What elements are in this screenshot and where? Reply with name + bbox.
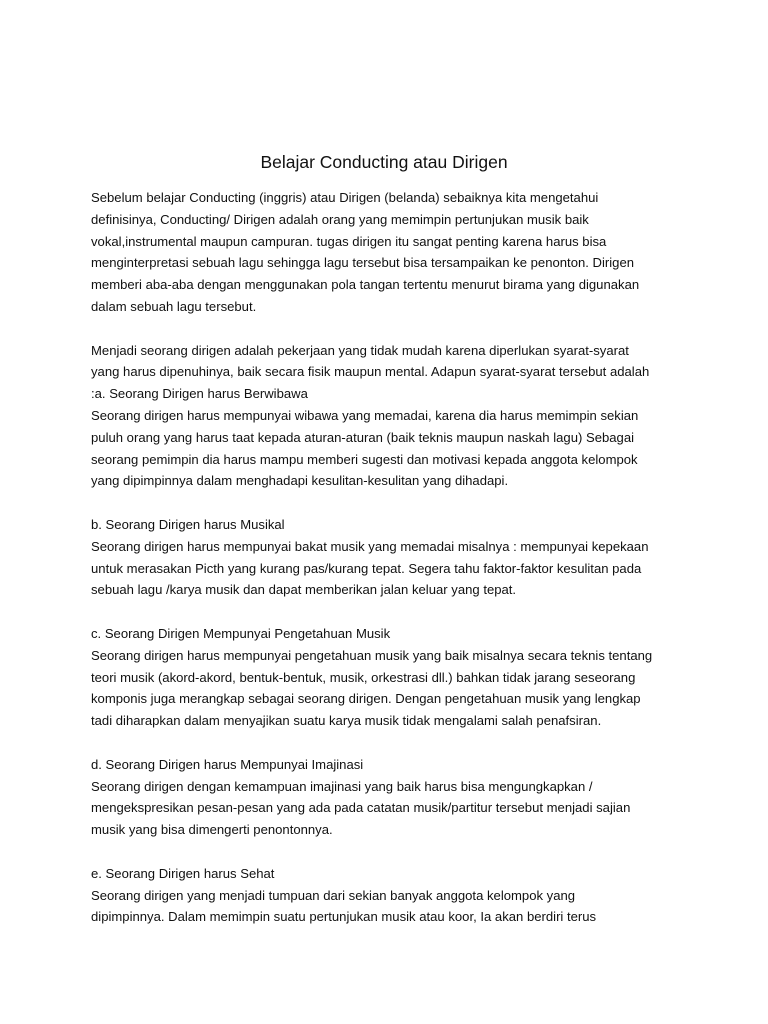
paragraph-gap bbox=[91, 318, 691, 340]
paragraph bbox=[91, 863, 691, 928]
text-line: d. Seorang Dirigen harus Mempunyai Imajinasi bbox=[91, 756, 364, 772]
text-line: b. Seorang Dirigen harus Musikal bbox=[91, 516, 285, 532]
text-line: Menjadi seorang dirigen adalah pekerjaan yang tidak mudah karena diperlukan syarat-syarat bbox=[91, 342, 629, 358]
text-line: tadi diharapkan dalam menyajikan suatu karya musik tidak mengalami salah penafsiran. bbox=[91, 713, 602, 729]
text-line: dipimpinnya. Dalam memimpin suatu pertunjukan musik atau koor, Ia akan berdiri terus bbox=[91, 909, 597, 925]
paragraph-gap bbox=[91, 732, 691, 754]
text-line: teori musik (akord-akord, bentuk-bentuk, musik, orkestrasi dll.) bahkan tidak jarang seseorang bbox=[91, 669, 636, 685]
text-line: memberi aba-aba dengan menggunakan pola tangan tertentu menurut birama yang digunakan bbox=[91, 277, 640, 293]
text-line: menginterpretasi sebuah lagu sehingga lagu tersebut bisa tersampaikan ke penonton. Dirigen bbox=[91, 255, 635, 271]
text-line: e. Seorang Dirigen harus Sehat bbox=[91, 865, 275, 881]
paragraph-gap bbox=[91, 601, 691, 623]
text-line: Seorang dirigen harus mempunyai bakat musik yang memadai misalnya : mempunyai kepekaan bbox=[91, 538, 649, 554]
text-line: musik yang bisa dimengerti penontonnya. bbox=[91, 822, 333, 838]
text-line: Seorang dirigen dengan kemampuan imajinasi yang baik harus bisa mengungkapkan / bbox=[91, 778, 593, 794]
text-line: dalam sebuah lagu tersebut. bbox=[91, 298, 257, 314]
text-line: Seorang dirigen harus mempunyai wibawa yang memadai, karena dia harus memimpin sekian bbox=[91, 407, 639, 423]
text-line: yang dipimpinnya dalam menghadapi kesulitan-kesulitan yang dihadapi. bbox=[91, 473, 509, 489]
text-line: seorang pemimpin dia harus mampu memberi sugesti dan motivasi kepada anggota kelompok bbox=[91, 451, 638, 467]
text-line: Sebelum belajar Conducting (inggris) atau Dirigen (belanda) sebaiknya kita mengetahui bbox=[91, 190, 599, 205]
text-line: yang harus dipenuhinya, baik secara fisik maupun mental. Adapun syarat-syarat tersebut adalah bbox=[91, 364, 650, 380]
paragraph bbox=[91, 340, 691, 493]
text-line: Seorang dirigen harus mempunyai pengetahuan musik yang baik misalnya secara teknis tentang bbox=[91, 647, 653, 663]
text-line: mengekspresikan pesan-pesan yang ada pada catatan musik/partitur tersebut menjadi sajian bbox=[91, 800, 631, 816]
paragraph-gap bbox=[91, 841, 691, 863]
paragraph-gap bbox=[91, 492, 691, 514]
text-line: definisinya, Conducting/ Dirigen adalah orang yang memimpin pertunjukan musik baik bbox=[91, 211, 589, 227]
paragraph bbox=[91, 623, 691, 732]
text-line: Seorang dirigen yang menjadi tumpuan dari sekian banyak anggota kelompok yang bbox=[91, 887, 576, 903]
text-line: sebuah lagu /karya musik dan dapat memberikan jalan keluar yang tepat. bbox=[91, 582, 517, 598]
text-line: vokal,instrumental maupun campuran. tugas dirigen itu sangat penting karena harus bisa bbox=[91, 233, 607, 249]
paragraph bbox=[91, 754, 691, 841]
text-line: untuk merasakan Picth yang kurang pas/kurang tepat. Segera tahu faktor-faktor kesulitan pada bbox=[91, 560, 642, 576]
text-line: komponis juga merangkap sebagai seorang dirigen. Dengan pengetahuan musik yang lengkap bbox=[91, 691, 641, 707]
text-line: :a. Seorang Dirigen harus Berwibawa bbox=[91, 386, 308, 402]
document-body bbox=[91, 187, 691, 928]
paragraph bbox=[91, 514, 691, 601]
text-line: c. Seorang Dirigen Mempunyai Pengetahuan Musik bbox=[91, 625, 391, 641]
paragraph bbox=[91, 187, 691, 318]
document-title: Belajar Conducting atau Dirigen bbox=[260, 152, 508, 172]
text-line: puluh orang yang harus taat kepada aturan-aturan (baik teknis maupun naskah lagu) Sebagai bbox=[91, 429, 635, 445]
